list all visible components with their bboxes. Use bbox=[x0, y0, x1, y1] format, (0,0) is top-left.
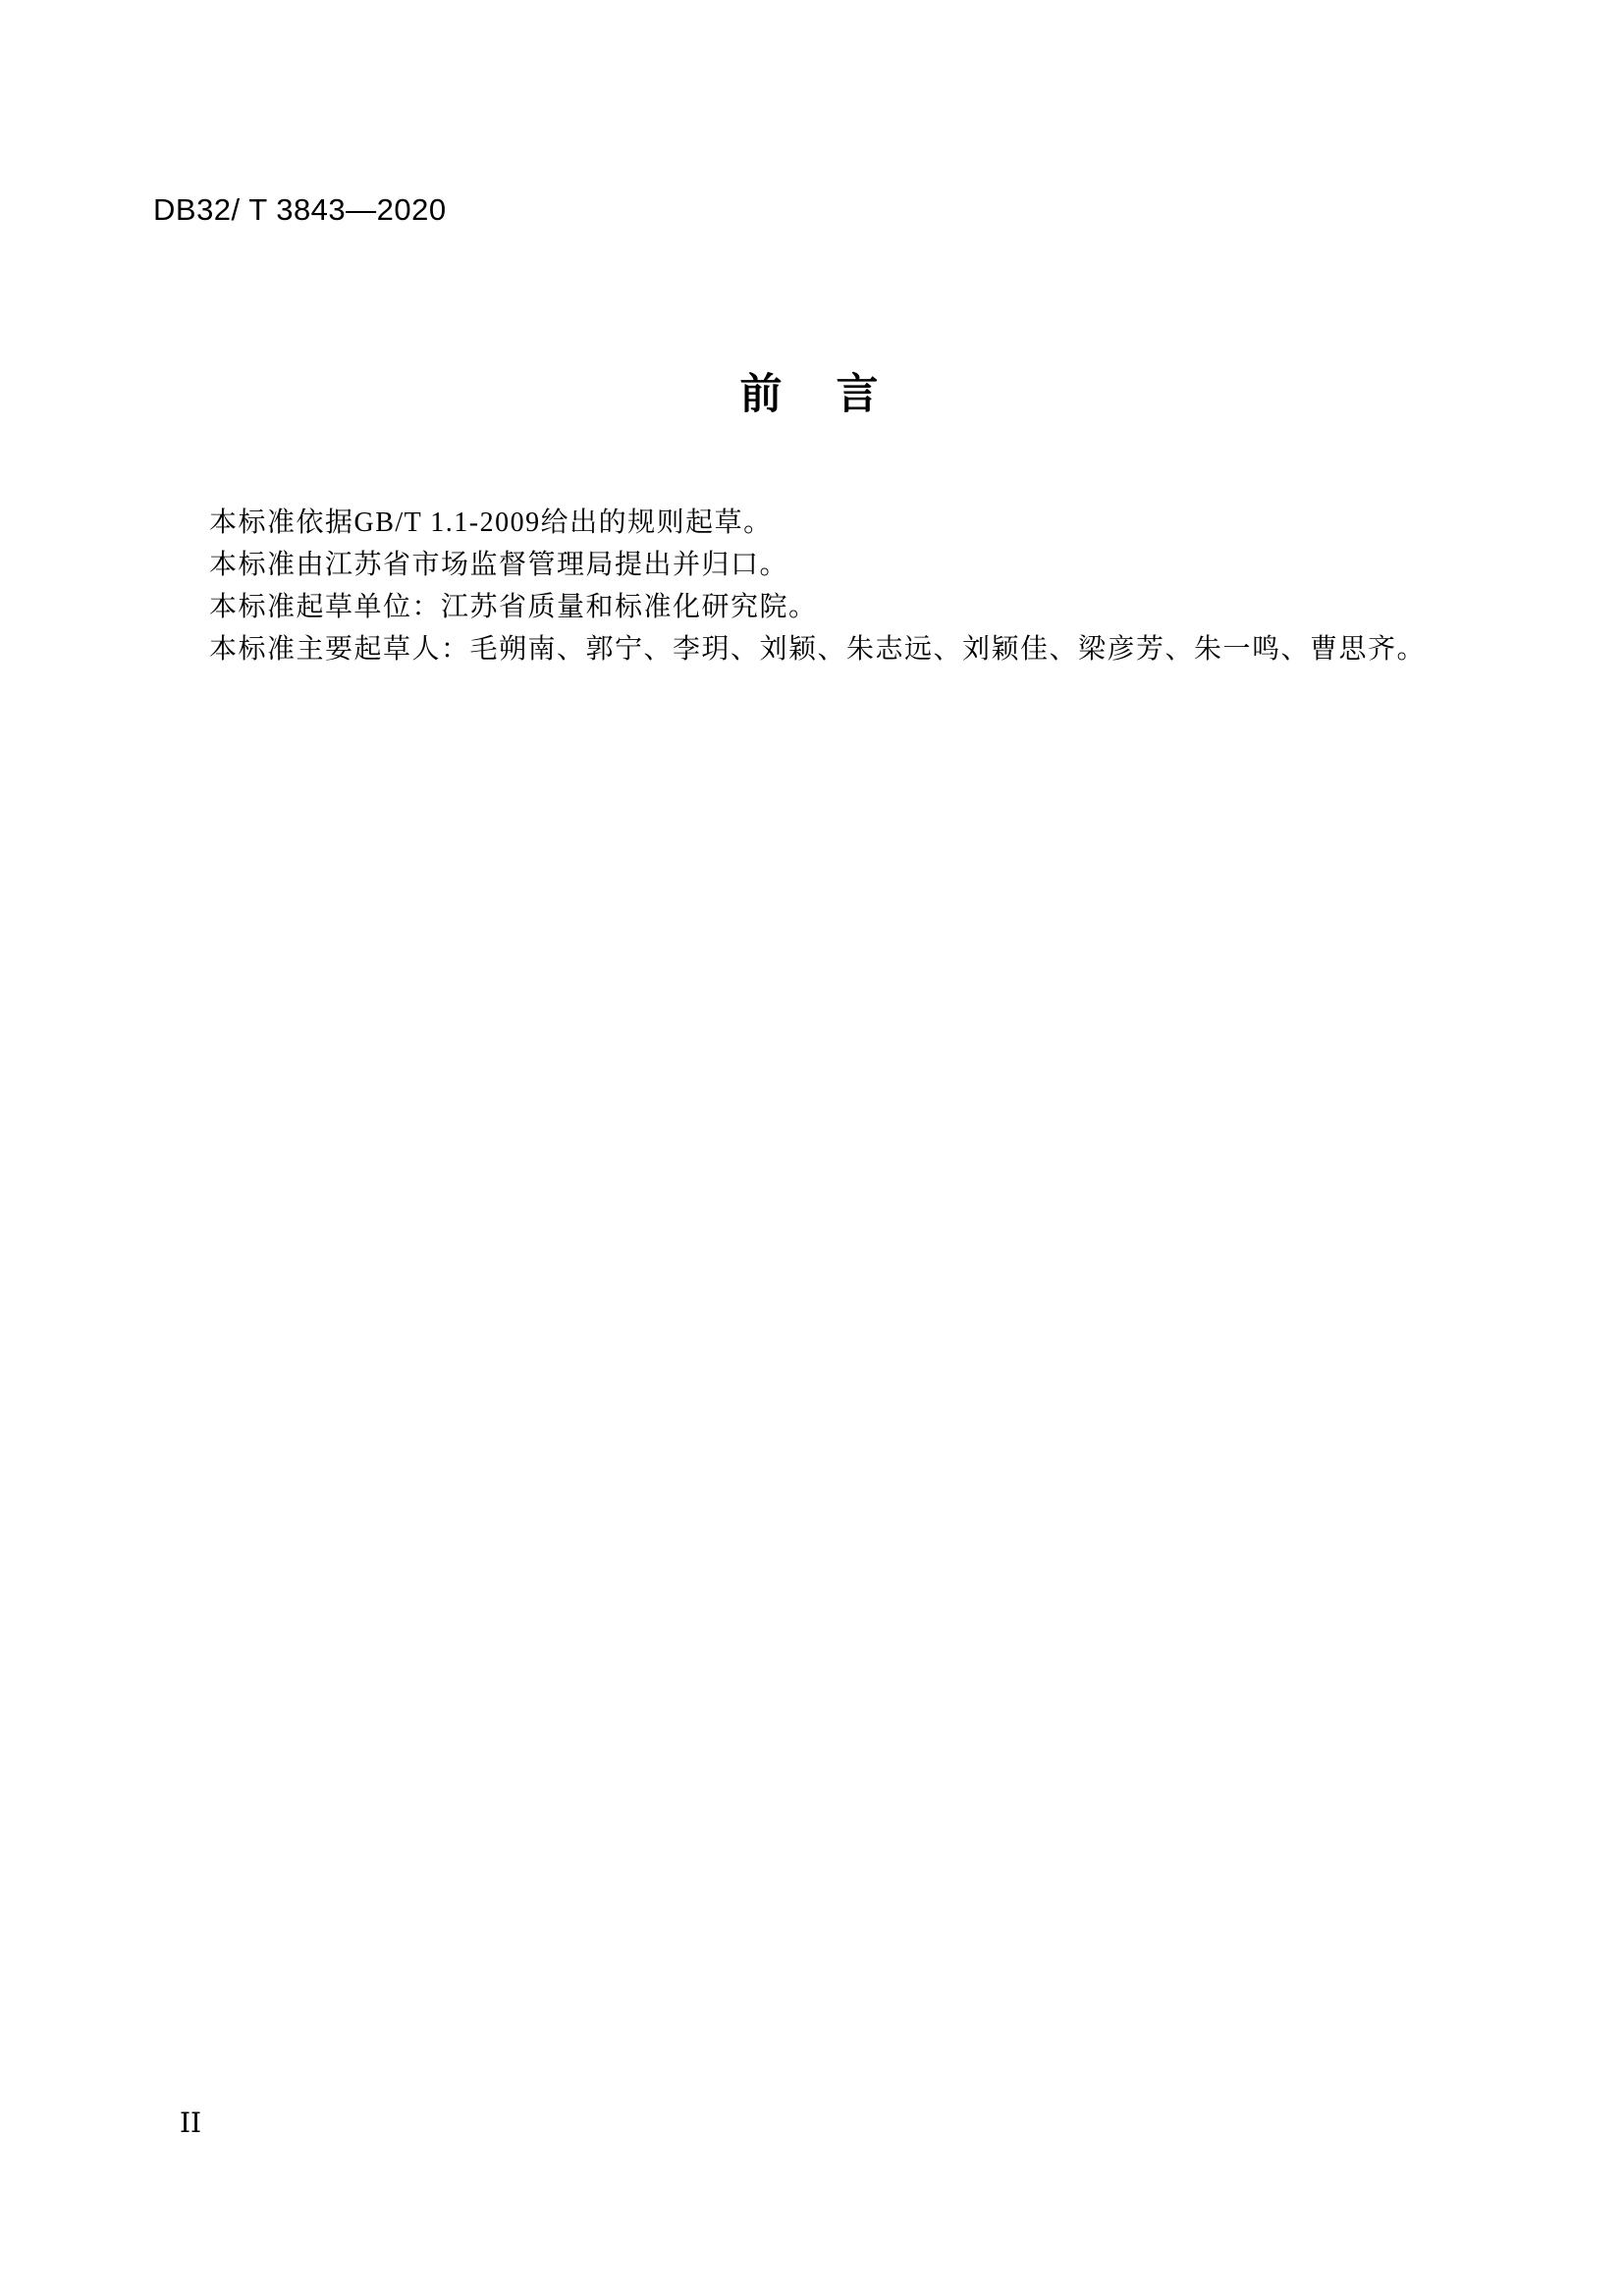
paragraph-drafting-rules: 本标准依据GB/T 1.1-2009给出的规则起草。 bbox=[209, 507, 773, 538]
page-number: II bbox=[180, 2107, 202, 2139]
paragraph-main-drafters: 本标准主要起草人：毛朔南、郭宁、李玥、刘颖、朱志远、刘颖佳、梁彦芳、朱一鸣、曹思齐。 bbox=[209, 634, 1427, 665]
foreword-title: 前 言 bbox=[739, 371, 885, 418]
standard-code-header: DB32/ T 3843—2020 bbox=[153, 192, 447, 227]
foreword-body bbox=[154, 502, 1472, 670]
paragraph-proposing-body: 本标准由江苏省市场监督管理局提出并归口。 bbox=[209, 550, 789, 580]
paragraph-drafting-organization: 本标准起草单位：江苏省质量和标准化研究院。 bbox=[209, 592, 818, 622]
